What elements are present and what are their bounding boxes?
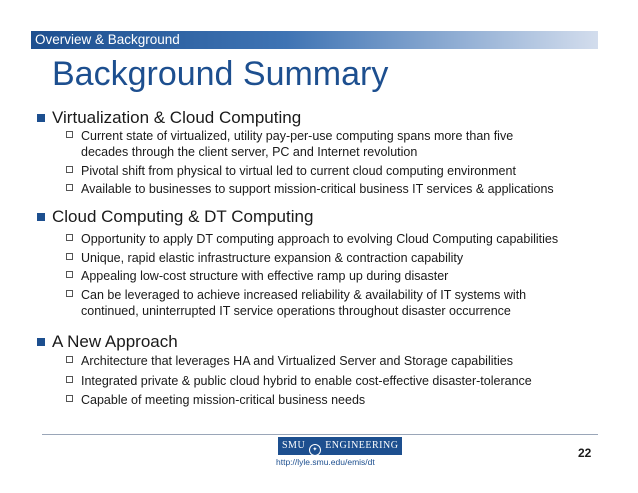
square-bullet-icon (37, 213, 45, 221)
hollow-square-bullet-icon (66, 166, 73, 173)
sub-bullet-text: Opportunity to apply DT computing approach to evolving Cloud Computing capabilities (81, 232, 559, 246)
seal-icon: ✦ (309, 444, 321, 456)
hollow-square-bullet-icon (66, 356, 73, 363)
logo-smu-text: SMU (282, 440, 306, 451)
footer-url: http://lyle.smu.edu/emis/dt (276, 457, 375, 467)
sub-bullet (81, 287, 551, 319)
hollow-square-bullet-icon (66, 290, 73, 297)
sub-bullet (81, 353, 513, 369)
sub-bullet (81, 250, 463, 266)
hollow-square-bullet-icon (66, 184, 73, 191)
sub-bullet-text: Architecture that leverages HA and Virtualized Server and Storage capabilities (81, 354, 513, 368)
logo-engineering-text: ENGINEERING (325, 440, 399, 451)
hollow-square-bullet-icon (66, 234, 73, 241)
slide-title: Background Summary (52, 55, 389, 93)
hollow-square-bullet-icon (66, 131, 73, 138)
bullet-heading-text: Virtualization & Cloud Computing (52, 108, 302, 127)
sub-bullet-text: Can be leveraged to achieve increased reliability & availability of IT systems with continued, uninterrupted IT service operations throughout disaster occurrence (81, 288, 527, 318)
square-bullet-icon (37, 114, 45, 122)
smu-engineering-logo (278, 437, 402, 455)
section-label: Overview & Background (35, 32, 180, 47)
hollow-square-bullet-icon (66, 253, 73, 260)
sub-bullet (81, 268, 448, 284)
sub-bullet-text: Pivotal shift from physical to virtual led to current cloud computing environment (81, 164, 516, 178)
bullet-heading-text: A New Approach (52, 332, 178, 351)
sub-bullet (81, 373, 532, 389)
bullet-heading-text: Cloud Computing & DT Computing (52, 207, 314, 226)
bullet-heading (52, 207, 313, 227)
section-header-bar (31, 31, 598, 49)
sub-bullet-text: Capable of meeting mission-critical business needs (81, 393, 366, 407)
hollow-square-bullet-icon (66, 395, 73, 402)
hollow-square-bullet-icon (66, 271, 73, 278)
sub-bullet-text: Integrated private & public cloud hybrid to enable cost-effective disaster-tolerance (81, 374, 532, 388)
sub-bullet (81, 163, 516, 179)
square-bullet-icon (37, 338, 45, 346)
bullet-heading (52, 332, 178, 352)
sub-bullet (81, 128, 561, 160)
sub-bullet-text: Available to businesses to support mission-critical business IT services & applications (81, 182, 554, 196)
sub-bullet-text: Current state of virtualized, utility pay-per-use computing spans more than five decades through the client server, PC and Internet revolution (81, 129, 514, 159)
bullet-heading (52, 108, 301, 128)
sub-bullet (81, 231, 558, 247)
page-number: 22 (578, 446, 592, 460)
hollow-square-bullet-icon (66, 376, 73, 383)
sub-bullet (81, 392, 365, 408)
sub-bullet-text: Appealing low-cost structure with effective ramp up during disaster (81, 269, 449, 283)
footer-divider (42, 434, 598, 435)
sub-bullet-text: Unique, rapid elastic infrastructure expansion & contraction capability (81, 251, 464, 265)
sub-bullet (81, 181, 554, 197)
